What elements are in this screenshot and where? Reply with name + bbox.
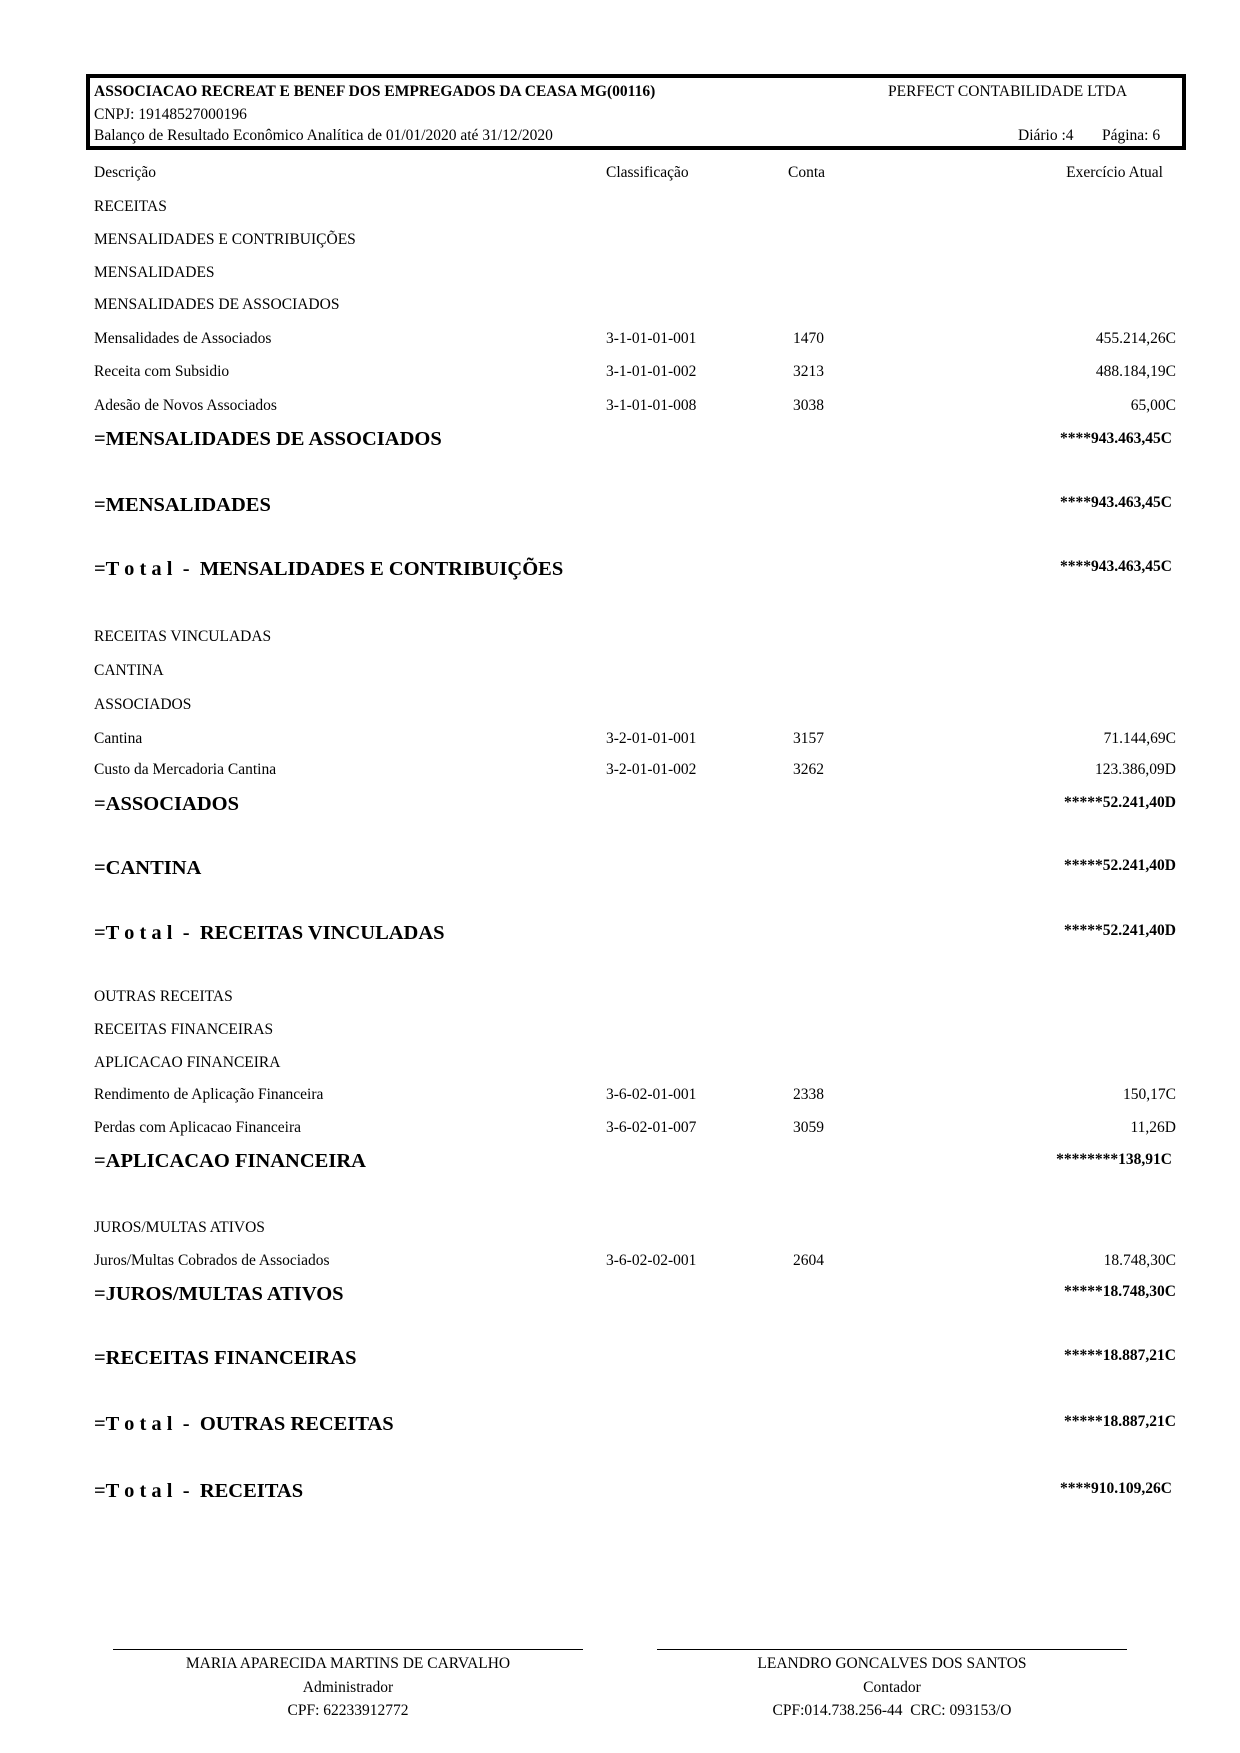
- account-classification: 3-6-02-01-001: [606, 1086, 697, 1103]
- subtotal-value: ********138,91C: [1056, 1151, 1172, 1168]
- subtotal-label: =CANTINA: [94, 857, 202, 879]
- subtotal-value: *****52.241,40D: [1064, 794, 1176, 811]
- grand-total-label: =T o t a l - RECEITAS: [94, 1480, 304, 1502]
- account-number: 1470: [793, 330, 824, 347]
- account-value: 488.184,19C: [1095, 363, 1176, 380]
- total-label: =T o t a l - OUTRAS RECEITAS: [94, 1413, 394, 1435]
- signer-name: LEANDRO GONCALVES DOS SANTOS: [757, 1655, 1027, 1672]
- account-number: 3213: [793, 363, 824, 380]
- total-value: ****943.463,45C: [1060, 558, 1172, 575]
- account-description: Receita com Subsidio: [94, 363, 230, 380]
- account-description: Mensalidades de Associados: [94, 330, 272, 347]
- group-label: OUTRAS RECEITAS: [94, 988, 233, 1005]
- account-description: Custo da Mercadoria Cantina: [94, 761, 277, 778]
- grand-total-value: ****910.109,26C: [1060, 1480, 1172, 1497]
- account-value: 123.386,09D: [1095, 761, 1176, 778]
- signer-document: CPF: 62233912772: [287, 1702, 409, 1719]
- account-number: 2338: [793, 1086, 824, 1103]
- subtotal-label: =JUROS/MULTAS ATIVOS: [94, 1283, 344, 1305]
- account-value: 65,00C: [1130, 397, 1176, 414]
- account-value: 71.144,69C: [1103, 730, 1176, 747]
- account-number: 3038: [793, 397, 824, 414]
- total-value: *****52.241,40D: [1064, 922, 1176, 939]
- account-classification: 3-2-01-01-002: [606, 761, 697, 778]
- group-label: RECEITAS FINANCEIRAS: [94, 1021, 274, 1038]
- account-value: 18.748,30C: [1103, 1252, 1176, 1269]
- accountant-firm: PERFECT CONTABILIDADE LTDA: [888, 83, 1128, 100]
- group-label: MENSALIDADES E CONTRIBUIÇÕES: [94, 231, 356, 248]
- group-label: CANTINA: [94, 662, 164, 679]
- subtotal-value: *****18.887,21C: [1064, 1347, 1176, 1364]
- col-classificacao: Classificação: [606, 164, 689, 181]
- signer-role: Administrador: [302, 1679, 394, 1696]
- account-description: Cantina: [94, 730, 143, 747]
- account-classification: 3-1-01-01-001: [606, 330, 697, 347]
- col-exercicio: Exercício Atual: [1066, 164, 1163, 181]
- account-description: Adesão de Novos Associados: [94, 397, 277, 414]
- subtotal-value: *****18.748,30C: [1064, 1283, 1176, 1300]
- col-conta: Conta: [788, 164, 826, 181]
- account-classification: 3-2-01-01-001: [606, 730, 697, 747]
- group-label: ASSOCIADOS: [94, 696, 192, 713]
- account-description: Juros/Multas Cobrados de Associados: [94, 1252, 330, 1269]
- report-title: Balanço de Resultado Econômico Analítica de 01/01/2020 até 31/12/2020: [94, 127, 553, 144]
- total-label: =T o t a l - RECEITAS VINCULADAS: [94, 922, 445, 944]
- signer-role: Contador: [863, 1679, 921, 1696]
- subtotal-label: =ASSOCIADOS: [94, 793, 239, 815]
- group-label: JUROS/MULTAS ATIVOS: [94, 1219, 265, 1236]
- signature-line: [113, 1649, 583, 1650]
- total-value: *****18.887,21C: [1064, 1413, 1176, 1430]
- account-number: 3262: [793, 761, 824, 778]
- account-value: 150,17C: [1123, 1086, 1176, 1103]
- group-label: RECEITAS VINCULADAS: [94, 628, 272, 645]
- account-value: 11,26D: [1130, 1119, 1176, 1136]
- total-label: =T o t a l - MENSALIDADES E CONTRIBUIÇÕES: [94, 558, 564, 580]
- subtotal-value: ****943.463,45C: [1060, 494, 1172, 511]
- subtotal-label: =MENSALIDADES DE ASSOCIADOS: [94, 428, 442, 450]
- diario-number: Diário :4: [1018, 127, 1074, 144]
- group-label: MENSALIDADES: [94, 264, 215, 281]
- account-value: 455.214,26C: [1095, 330, 1176, 347]
- account-description: Rendimento de Aplicação Financeira: [94, 1086, 324, 1103]
- subtotal-label: =APLICACAO FINANCEIRA: [94, 1150, 366, 1172]
- cnpj: CNPJ: 19148527000196: [94, 106, 247, 123]
- account-classification: 3-6-02-02-001: [606, 1252, 697, 1269]
- subtotal-label: =RECEITAS FINANCEIRAS: [94, 1347, 357, 1369]
- subtotal-value: *****52.241,40D: [1064, 857, 1176, 874]
- page-number: Página: 6: [1102, 127, 1161, 144]
- subtotal-label: =MENSALIDADES: [94, 494, 271, 516]
- subtotal-value: ****943.463,45C: [1060, 430, 1172, 447]
- group-label: RECEITAS: [94, 198, 167, 215]
- group-label: MENSALIDADES DE ASSOCIADOS: [94, 296, 340, 313]
- signer-document: CPF:014.738.256-44 CRC: 093153/O: [772, 1702, 1012, 1719]
- signer-name: MARIA APARECIDA MARTINS DE CARVALHO: [185, 1655, 511, 1672]
- signature-line: [657, 1649, 1127, 1650]
- company-name: ASSOCIACAO RECREAT E BENEF DOS EMPREGADOS DA CEASA MG(00116): [94, 83, 656, 100]
- account-description: Perdas com Aplicacao Financeira: [94, 1119, 302, 1136]
- group-label: APLICACAO FINANCEIRA: [94, 1054, 281, 1071]
- account-number: 3157: [793, 730, 824, 747]
- account-classification: 3-1-01-01-008: [606, 397, 697, 414]
- account-classification: 3-6-02-01-007: [606, 1119, 697, 1136]
- account-number: 2604: [793, 1252, 824, 1269]
- account-classification: 3-1-01-01-002: [606, 363, 697, 380]
- account-number: 3059: [793, 1119, 824, 1136]
- col-descricao: Descrição: [94, 164, 156, 181]
